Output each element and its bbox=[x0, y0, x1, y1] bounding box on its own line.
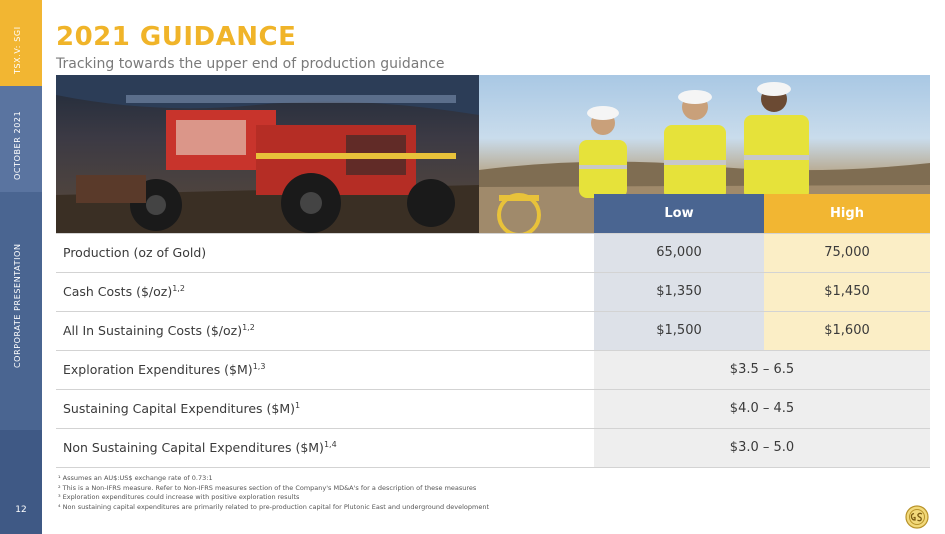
date-label: OCTOBER 2021 bbox=[13, 110, 22, 180]
row-label: Non Sustaining Capital Expenditures ($M)$^{1,4}$ bbox=[63, 439, 337, 455]
guidance-table bbox=[56, 194, 930, 468]
footnote-3: ³ Exploration expenditures could increase with positive exploration results bbox=[58, 493, 300, 501]
cell-low: $1,350 bbox=[594, 273, 764, 311]
cell-low: 65,000 bbox=[594, 234, 764, 272]
section-label: CORPORATE PRESENTATION bbox=[13, 243, 22, 368]
table-header bbox=[56, 194, 930, 233]
row-label: All In Sustaining Costs ($/oz)$^{1,2}$ bbox=[63, 322, 255, 338]
page-title: 2021 GUIDANCE bbox=[56, 22, 297, 52]
row-label: Sustaining Capital Expenditures ($M)$^1$ bbox=[63, 400, 301, 416]
ticker-label: TSX.V: SGI bbox=[13, 26, 22, 74]
table-row bbox=[56, 233, 930, 273]
cell-range: $3.5 – 6.5 bbox=[594, 351, 930, 389]
cell-range: $4.0 – 4.5 bbox=[594, 390, 930, 428]
page-subtitle: Tracking towards the upper end of production guidance bbox=[56, 56, 445, 72]
cell-high: $1,600 bbox=[764, 312, 930, 350]
sidebar-segment-page bbox=[0, 430, 42, 534]
column-header-low: Low bbox=[594, 194, 764, 233]
table-row bbox=[56, 273, 930, 312]
cell-high: $1,450 bbox=[764, 273, 930, 311]
row-label: Cash Costs ($/oz)$^{1,2}$ bbox=[63, 283, 185, 299]
cell-high: 75,000 bbox=[764, 234, 930, 272]
row-label: Production (oz of Gold) bbox=[63, 245, 207, 260]
footnote-2: ² This is a Non-IFRS measure. Refer to Non-IFRS measures section of the Company's MD&A's for a description of these measures bbox=[58, 483, 477, 492]
table-row bbox=[56, 312, 930, 351]
page-number: 12 bbox=[15, 505, 27, 515]
company-logo-icon bbox=[905, 505, 929, 529]
table-row bbox=[56, 390, 930, 429]
cell-low: $1,500 bbox=[594, 312, 764, 350]
table-row bbox=[56, 429, 930, 468]
footnote-1: ¹ Assumes an AU$:US$ exchange rate of 0.73:1 bbox=[58, 474, 213, 482]
column-header-high: High bbox=[764, 194, 930, 233]
table-row bbox=[56, 351, 930, 390]
footnote-4: ⁴ Non sustaining capital expenditures are primarily related to pre-production capital for Plutonic East and underground development bbox=[58, 502, 490, 511]
sidebar bbox=[0, 0, 42, 534]
footnotes bbox=[58, 474, 489, 512]
cell-range: $3.0 – 5.0 bbox=[594, 429, 930, 467]
row-label: Exploration Expenditures ($M)$^{1,3}$ bbox=[63, 361, 266, 377]
